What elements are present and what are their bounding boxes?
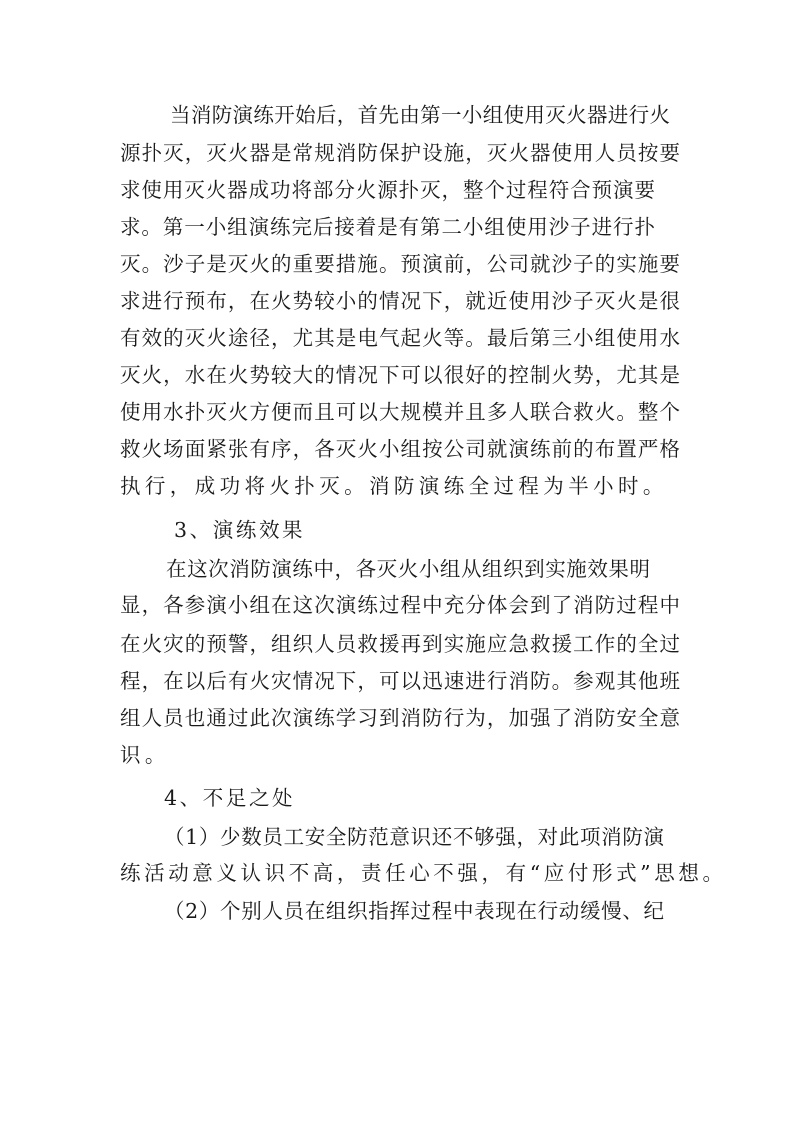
text-line: 练活动意义认识不高，责任心不强，有“应付形式”思想。	[120, 861, 727, 885]
section-heading: 3、演练效果	[174, 518, 306, 542]
text-line: （1）少数员工安全防范意识还不够强，对此项消防演	[164, 825, 664, 849]
text-line: 执行，成功将火扑灭。消防演练全过程为半小时。	[120, 474, 668, 498]
text-line: 使用水扑灭火方便而且可以大规模并且多人联合救火。整个	[120, 400, 680, 424]
text-line: 求进行预布，在火势较小的情况下，就近使用沙子灭火是很	[120, 289, 680, 313]
text-line: 灭。沙子是灭火的重要措施。预演前，公司就沙子的实施要	[120, 252, 680, 276]
section-heading: 4、不足之处	[164, 786, 296, 810]
text-line: 求。第一小组演练完后接着是有第二小组使用沙子进行扑	[120, 215, 655, 239]
text-line: 在火灾的预警，组织人员救援再到实施应急救援工作的全过	[120, 632, 680, 656]
text-line: 救火场面紧张有序，各灭火小组按公司就演练前的布置严格	[120, 437, 680, 461]
text-line: 在这次消防演练中，各灭火小组从组织到实施效果明	[166, 557, 650, 581]
text-line: 当消防演练开始后，首先由第一小组使用灭火器进行火	[170, 103, 670, 127]
text-line: 显，各参演小组在这次演练过程中充分体会到了消防过程中	[120, 593, 680, 617]
text-line: 源扑灭，灭火器是常规消防保护设施，灭火器使用人员按要	[120, 141, 680, 165]
text-line: 组人员也通过此次演练学习到消防行为，加强了消防安全意	[120, 706, 680, 730]
text-line: 有效的灭火途径，尤其是电气起火等。最后第三小组使用水	[120, 326, 680, 350]
text-line: （2）个别人员在组织指挥过程中表现在行动缓慢、纪	[164, 899, 664, 923]
text-line: 求使用灭火器成功将部分火源扑灭，整个过程符合预演要	[120, 178, 655, 202]
text-line: 灭火，水在火势较大的情况下可以很好的控制火势，尤其是	[120, 363, 680, 387]
text-line: 程，在以后有火灾情况下，可以迅速进行消防。参观其他班	[120, 669, 680, 693]
text-line: 识。	[120, 743, 170, 767]
